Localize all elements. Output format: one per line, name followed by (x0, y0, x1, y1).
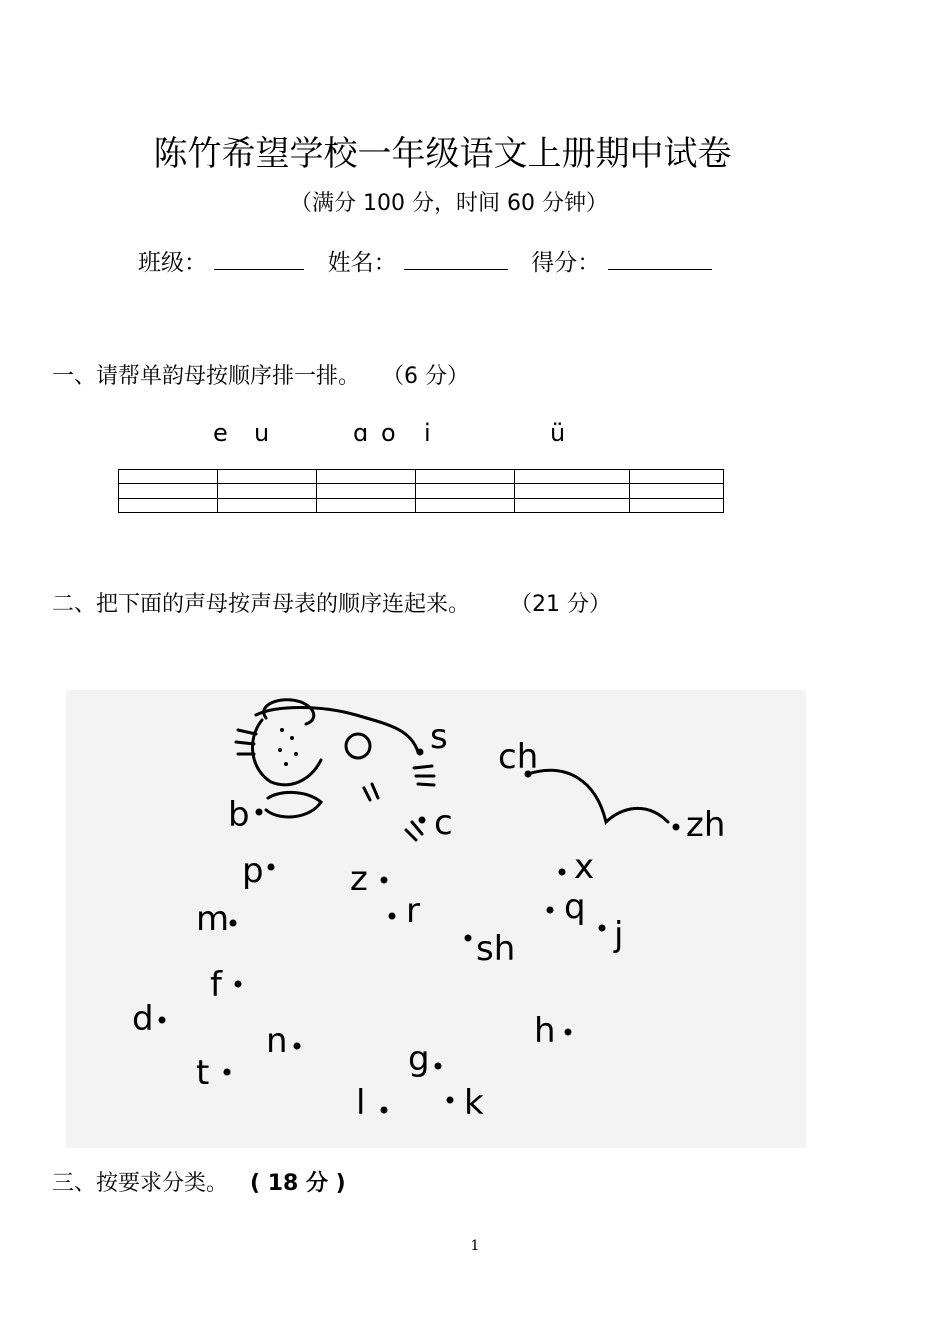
initial-label: z (350, 859, 368, 899)
grid-cell[interactable] (416, 498, 515, 512)
dot-g (435, 1063, 442, 1070)
dot-d (159, 1017, 166, 1024)
dot-q (547, 907, 554, 914)
dot-x (559, 869, 566, 876)
page-title: 陈竹希望学校一年级语文上册期中试卷 (153, 134, 732, 174)
vowel-order-grid (118, 469, 724, 513)
section-1-title: 一、请帮单韵母按顺序排一排。 (52, 364, 361, 389)
grid-cell[interactable] (317, 470, 416, 484)
initial-label: m (196, 899, 230, 939)
animal-mouth (266, 792, 321, 817)
dot-c (419, 817, 426, 824)
grid-cell[interactable] (515, 498, 630, 512)
vowel-letter: ü (550, 419, 566, 447)
dot-sh (465, 935, 472, 942)
grid-cell[interactable] (317, 484, 416, 498)
grid-cell[interactable] (416, 484, 515, 498)
section-2-heading (52, 587, 611, 618)
section-2-title: 二、把下面的声母按声母表的顺序连起来。 (52, 592, 471, 617)
animal-marking (364, 784, 378, 800)
initial-label: zh (686, 805, 726, 845)
animal-marking (406, 822, 422, 840)
dot-l (381, 1107, 388, 1114)
grid-cell[interactable] (630, 484, 724, 498)
dot-n (294, 1043, 301, 1050)
dot-f (235, 981, 242, 988)
dot-z (381, 877, 388, 884)
section-1-points: （6 分） (382, 364, 470, 389)
section-3-heading (52, 1166, 346, 1197)
student-info-line (138, 244, 712, 277)
grid-cell[interactable] (119, 484, 218, 498)
animal-eye (346, 734, 370, 758)
initial-label: j (614, 915, 624, 955)
initial-label: t (196, 1053, 210, 1093)
initial-label: sh (476, 929, 516, 969)
dot-r (389, 913, 396, 920)
class-label: 班级： (138, 250, 207, 276)
score-blank[interactable] (608, 247, 712, 270)
section-1-heading (52, 359, 469, 390)
class-blank[interactable] (214, 247, 304, 270)
animal-marking (414, 766, 434, 785)
initial-label: n (266, 1021, 288, 1061)
dot-k (447, 1097, 454, 1104)
initial-label: d (132, 999, 154, 1039)
vowel-letter: o (381, 419, 396, 447)
grid-cell[interactable] (317, 498, 416, 512)
initial-label: f (210, 965, 222, 1005)
grid-cell[interactable] (630, 470, 724, 484)
initial-label: q (564, 887, 586, 927)
dot-b (256, 809, 263, 816)
name-label: 姓名： (327, 250, 397, 276)
grid-cell[interactable] (119, 498, 218, 512)
section-2-points: （21 分） (510, 592, 612, 617)
grid-cell[interactable] (218, 498, 317, 512)
initial-label: r (406, 891, 420, 931)
connect-the-dots-picture (66, 690, 806, 1148)
section-3-title: 三、按要求分类。 (52, 1171, 229, 1196)
dot-t (224, 1069, 231, 1076)
page-number: 1 (470, 1238, 480, 1254)
dot-m (230, 920, 237, 927)
initial-label: ch (498, 737, 539, 777)
section-3-points: ( 18 分 ) (250, 1171, 346, 1196)
animal-nose-cap (264, 700, 314, 724)
initial-label: h (534, 1011, 556, 1051)
grid-cell[interactable] (218, 484, 317, 498)
initial-label: g (408, 1039, 430, 1079)
exam-info: （满分 100 分，时间 60 分钟） (290, 191, 608, 216)
initial-label: l (356, 1083, 366, 1123)
initial-label: s (430, 717, 448, 757)
animal-snout (252, 720, 321, 785)
vowel-letter: u (254, 419, 270, 447)
grid-cell[interactable] (515, 484, 630, 498)
grid-cell[interactable] (630, 498, 724, 512)
initial-label: c (434, 803, 453, 843)
score-label: 得分： (531, 250, 601, 276)
initial-label: p (242, 851, 264, 891)
dot-j (599, 925, 606, 932)
animal-tail (528, 770, 668, 822)
vowel-letter: e (213, 419, 228, 447)
initial-label: x (574, 847, 595, 887)
vowel-letter: i (424, 419, 431, 447)
vowel-letter: ɑ (353, 419, 369, 447)
grid-cell[interactable] (416, 470, 515, 484)
dot-h (565, 1029, 572, 1036)
dot-p (268, 864, 275, 871)
grid-cell[interactable] (119, 470, 218, 484)
initial-label: k (464, 1083, 484, 1123)
grid-cell[interactable] (515, 470, 630, 484)
initial-label: b (228, 795, 250, 835)
dot-zh (673, 824, 680, 831)
dot-s (417, 749, 424, 756)
grid-cell[interactable] (218, 470, 317, 484)
name-blank[interactable] (404, 247, 508, 270)
